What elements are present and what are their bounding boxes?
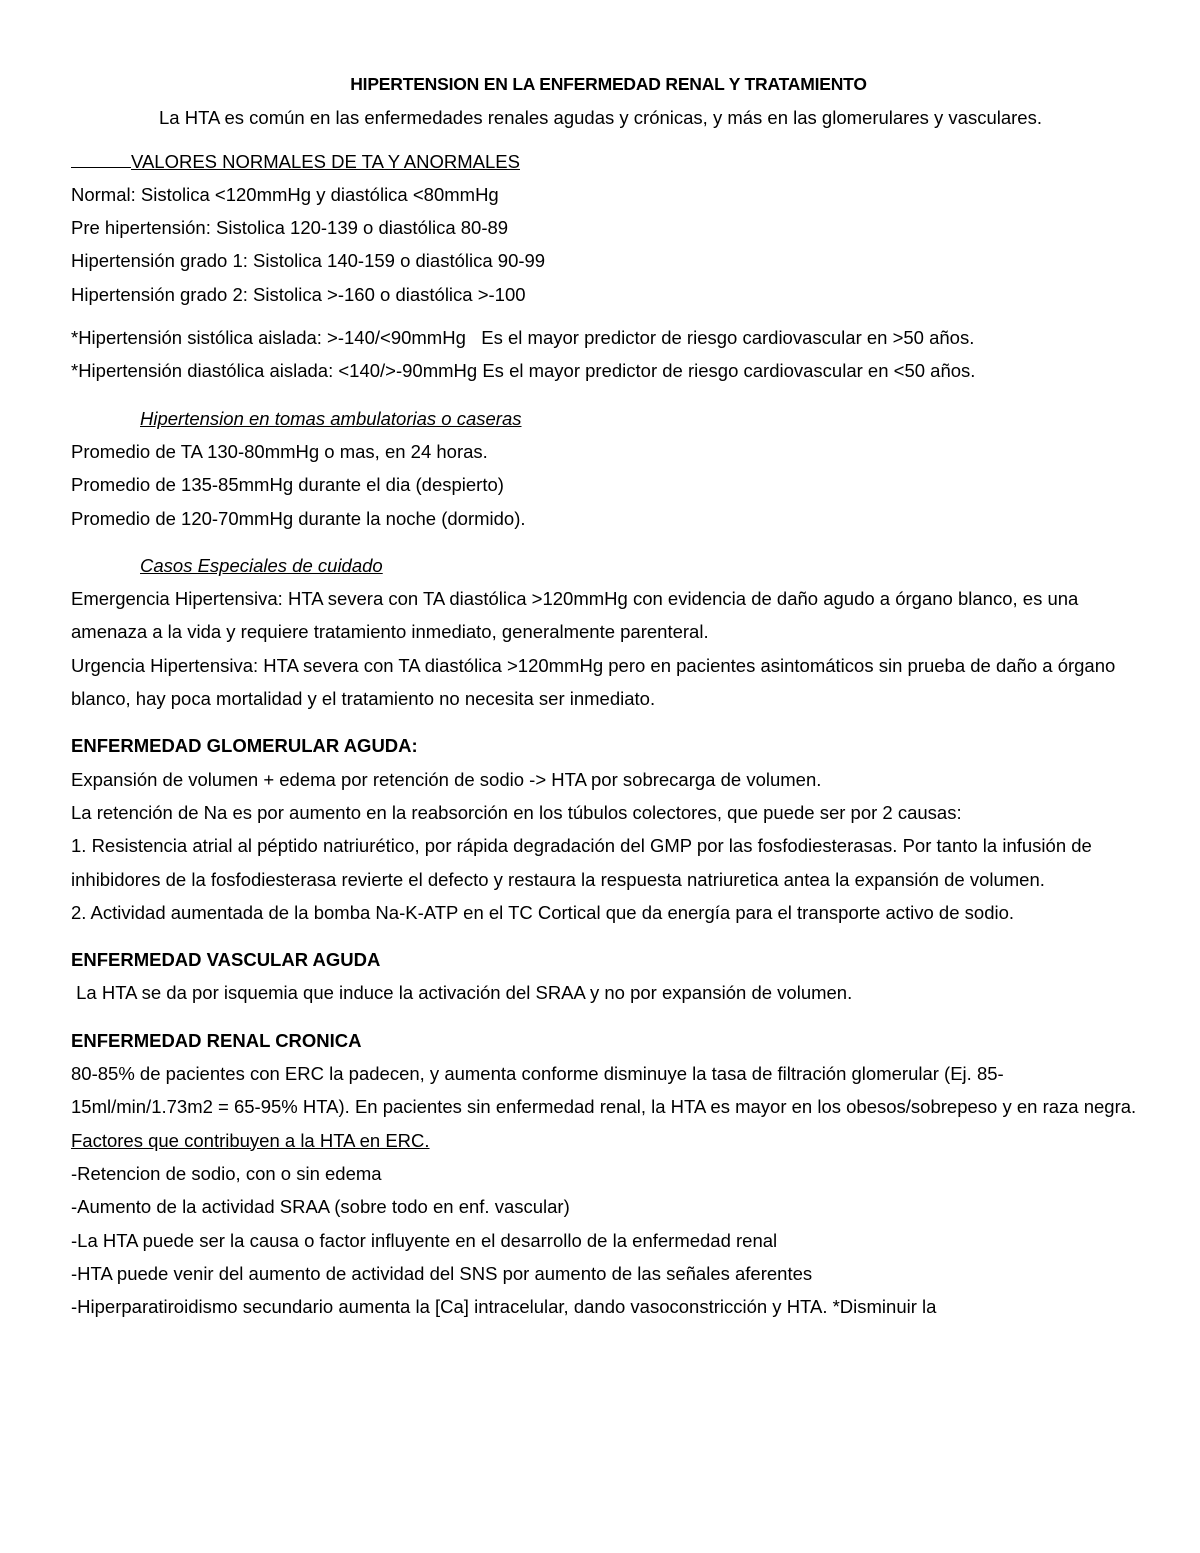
glomerular-paragraph: 1. Resistencia atrial al péptido natriurético, por rápida degradación del GMP por las fosfodiesterasas. Por tanto la infusión de inhibidores de la fosfodiesterasa revierte el defecto y restaura la respuesta natriuretica antea la expansión de volumen.: [71, 835, 1092, 890]
emergencia-paragraph: Emergencia Hipertensiva: HTA severa con TA diastólica >120mmHg con evidencia de daño agudo a órgano blanco, es una amenaza a la vida y requiere tratamiento inmediato, generalmente parenteral.: [71, 588, 1079, 643]
factor-item: -La HTA puede ser la causa o factor influyente en el desarrollo de la enfermedad renal: [71, 1229, 778, 1251]
glomerular-paragraph: 2. Actividad aumentada de la bomba Na-K-ATP en el TC Cortical que da energía para el transporte activo de sodio.: [71, 901, 1015, 923]
valores-heading: VALORES NORMALES DE TA Y ANORMALES: [131, 150, 520, 172]
valores-line: Pre hipertensión: Sistolica 120-139 o diastólica 80-89: [71, 217, 509, 239]
document-title: HIPERTENSION EN LA ENFERMEDAD RENAL Y TRATAMIENTO: [350, 74, 867, 94]
vascular-text: La HTA se da por isquemia que induce la activación del SRAA y no por expansión de volumen.: [71, 982, 853, 1004]
heading-underline-lead: [71, 148, 131, 168]
ambulatorias-heading-line: [71, 402, 1140, 435]
valores-heading-line: [71, 145, 1140, 178]
valores-line: Hipertensión grado 2: Sistolica >-160 o diastólica >-100: [71, 283, 526, 305]
valores-line: Hipertensión grado 1: Sistolica 140-159 o diastólica 90-99: [71, 250, 546, 272]
glomerular-heading: ENFERMEDAD GLOMERULAR AGUDA:: [71, 735, 418, 757]
ambulatorias-line: Promedio de TA 130-80mmHg o mas, en 24 horas.: [71, 440, 488, 462]
intro-text: La HTA es común en las enfermedades renales agudas y crónicas, y más en las glomerulares y vasculares.: [159, 107, 1042, 129]
factor-item: -Hiperparatiroidismo secundario aumenta la [Ca] intracelular, dando vasoconstricción y HTA. *Disminuir la: [71, 1296, 937, 1318]
ambulatorias-line: Promedio de 135-85mmHg durante el dia (despierto): [71, 474, 504, 496]
aislada-diastolica: *Hipertensión diastólica aislada: <140/>-90mmHg Es el mayor predictor de riesgo cardiovascular en <50 años.: [71, 360, 976, 382]
cronica-heading: ENFERMEDAD RENAL CRONICA: [71, 1029, 362, 1051]
glomerular-paragraph: Expansión de volumen + edema por retención de sodio -> HTA por sobrecarga de volumen.: [71, 768, 822, 790]
valores-line: Normal: Sistolica <120mmHg y diastólica <80mmHg: [71, 183, 499, 205]
factor-item: -Retencion de sodio, con o sin edema: [71, 1162, 382, 1184]
urgencia-paragraph: Urgencia Hipertensiva: HTA severa con TA diastólica >120mmHg pero en pacientes asintomáticos sin prueba de daño a órgano blanco, hay poca mortalidad y el tratamiento no necesita ser inmediato.: [71, 654, 1116, 710]
factor-item: -HTA puede venir del aumento de actividad del SNS por aumento de las señales aferentes: [71, 1262, 813, 1284]
cronica-paragraph: 80-85% de pacientes con ERC la padecen, y aumenta conforme disminuye la tasa de filtración glomerular (Ej. 85-15ml/min/1.73m2 = 65-95% HTA). En pacientes sin enfermedad renal, la HTA es mayor en los obesos/sobrepeso y en raza negra.: [71, 1063, 1137, 1118]
factor-item: -Aumento de la actividad SRAA (sobre todo en enf. vascular): [71, 1196, 570, 1218]
glomerular-paragraph: La retención de Na es por aumento en la reabsorción en los túbulos colectores, que puede ser por 2 causas:: [71, 801, 962, 823]
aislada-sistolica: *Hipertensión sistólica aislada: >-140/<90mmHg Es el mayor predictor de riesgo cardiovascular en >50 años.: [71, 327, 975, 349]
ambulatorias-line: Promedio de 120-70mmHg durante la noche (dormido).: [71, 507, 526, 529]
casos-heading-line: [71, 549, 1140, 582]
casos-heading: Casos Especiales de cuidado: [140, 554, 383, 576]
factores-heading: Factores que contribuyen a la HTA en ERC.: [71, 1129, 430, 1151]
vascular-heading: ENFERMEDAD VASCULAR AGUDA: [71, 949, 381, 971]
ambulatorias-heading: Hipertension en tomas ambulatorias o caseras: [140, 407, 522, 429]
